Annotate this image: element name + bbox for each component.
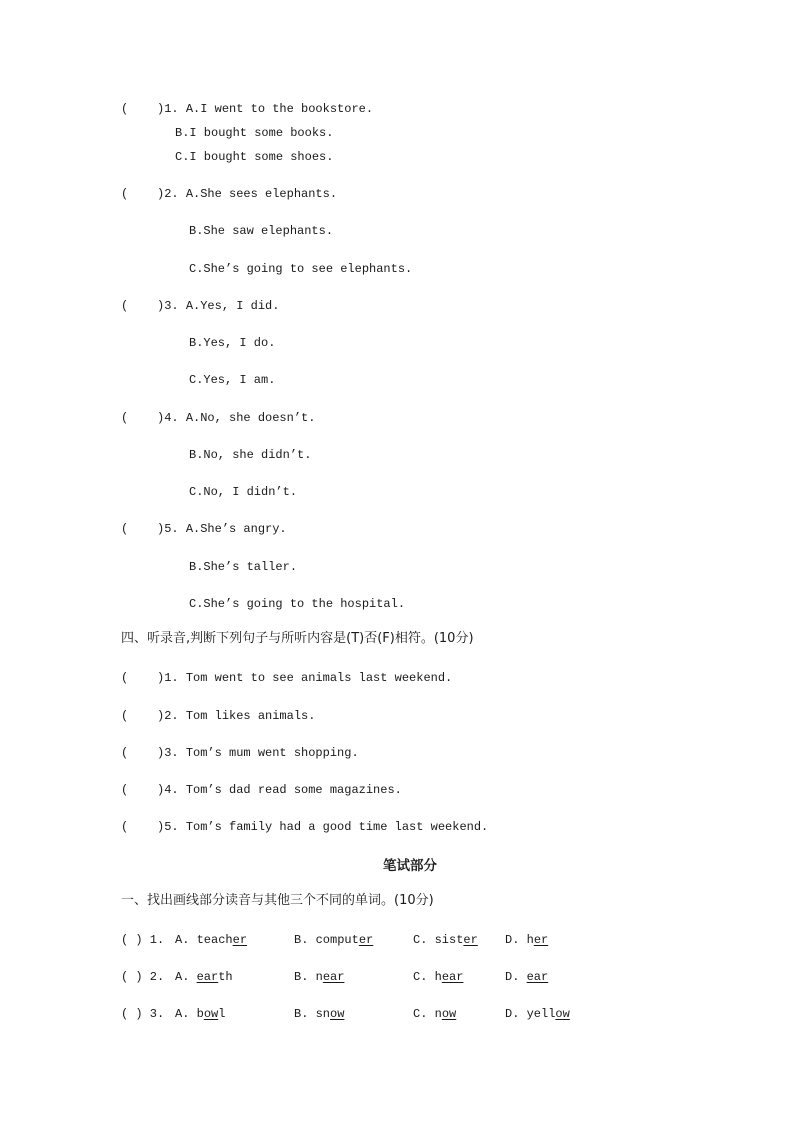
word-part: n (315, 970, 323, 984)
option-letter: A. (175, 970, 190, 984)
option-letter: D. (505, 933, 520, 947)
underlined-part: ow (441, 1007, 457, 1021)
underlined-part: er (358, 933, 374, 947)
phonics-row-1-option-a (175, 932, 247, 948)
phonics-row-1-option-c (413, 932, 478, 948)
underlined-part: ear (441, 970, 464, 984)
phonics-row-3-option-d (505, 1006, 570, 1022)
word-part: comput (315, 933, 359, 947)
q1-option-c: C.I bought some shoes. (175, 150, 334, 164)
q4-option-a: A.No, she doesn’t. (185, 411, 316, 425)
phonics-row-3-option-b (294, 1006, 344, 1022)
phonics-row-1-option-d (505, 932, 548, 948)
option-letter: B. (294, 1007, 309, 1021)
tf-item-3-text: Tom’s mum went shopping. (185, 746, 359, 760)
option-letter: D. (505, 1007, 520, 1021)
q2-option-a: A.She sees elephants. (185, 187, 338, 201)
tf-item-4-prefix: ( )4. (121, 783, 179, 797)
q3-option-a: A.Yes, I did. (185, 299, 280, 313)
word-part: teach (196, 933, 233, 947)
q2-line (121, 186, 337, 202)
q3-option-b: B.Yes, I do. (189, 336, 276, 350)
word-part: sist (434, 933, 464, 947)
word-part: h (434, 970, 442, 984)
q5-line (121, 521, 287, 537)
phonics-row-3-option-c (413, 1006, 456, 1022)
phonics-row-2-option-d (505, 969, 548, 985)
tf-item-4 (121, 782, 402, 798)
option-letter: D. (505, 970, 520, 984)
word-part: sn (315, 1007, 331, 1021)
tf-item-1-text: Tom went to see animals last weekend. (185, 671, 453, 685)
q3-line (121, 298, 279, 314)
phonics-row-2-option-c (413, 969, 463, 985)
tf-item-1 (121, 670, 452, 686)
tf-item-1-prefix: ( )1. (121, 671, 179, 685)
q1-option-a: A.I went to the bookstore. (185, 102, 374, 116)
phonics-row-3-option-a (175, 1006, 225, 1022)
written-part-title: 笔试部分 (383, 858, 437, 874)
option-letter: C. (413, 970, 428, 984)
underlined-part: er (463, 933, 478, 947)
underlined-part: ear (526, 970, 549, 984)
phonics-row-1-prefix: ( ) 1. (121, 933, 165, 947)
phonics-row-2-option-b (294, 969, 344, 985)
q5-prefix: ( )5. (121, 522, 179, 536)
tf-item-3-prefix: ( )3. (121, 746, 179, 760)
word-part: l (218, 1007, 226, 1021)
q5-option-c: C.She’s going to the hospital. (189, 597, 406, 611)
option-letter: A. (175, 933, 190, 947)
option-letter: A. (175, 1007, 190, 1021)
tf-item-4-text: Tom’s dad read some magazines. (185, 783, 402, 797)
phonics-row-2-prefix: ( ) 2. (121, 970, 165, 984)
q5-option-b: B.She’s taller. (189, 560, 298, 574)
tf-item-2 (121, 708, 315, 724)
phonics-row-3-prefix: ( ) 3. (121, 1007, 165, 1021)
tf-item-5 (121, 819, 488, 835)
q1-option-b: B.I bought some books. (175, 126, 334, 140)
section4-heading: 四、听录音,判断下列句子与所听内容是(T)否(F)相符。(10分) (121, 631, 474, 646)
q4-prefix: ( )4. (121, 411, 179, 425)
option-letter: B. (294, 970, 309, 984)
underlined-part: ow (330, 1007, 345, 1021)
q4-option-b: B.No, she didn’t. (189, 448, 312, 462)
underlined-part: er (232, 933, 248, 947)
q3-option-c: C.Yes, I am. (189, 373, 276, 387)
option-letter: C. (413, 1007, 428, 1021)
word-part: b (196, 1007, 204, 1021)
option-letter: C. (413, 933, 428, 947)
q1-prefix: ( )1. (121, 102, 179, 116)
phonics-row-2-option-a (175, 969, 233, 985)
underlined-part: ear (196, 970, 219, 984)
option-letter: B. (294, 933, 309, 947)
word-part: h (526, 933, 534, 947)
tf-item-5-prefix: ( )5. (121, 820, 179, 834)
q1-line (121, 101, 373, 117)
q2-option-c: C.She’s going to see elephants. (189, 262, 413, 276)
tf-item-2-prefix: ( )2. (121, 709, 179, 723)
tf-item-3 (121, 745, 359, 761)
word-part: yell (526, 1007, 556, 1021)
q3-prefix: ( )3. (121, 299, 179, 313)
q5-option-a: A.She’s angry. (185, 522, 287, 536)
tf-item-2-text: Tom likes animals. (185, 709, 316, 723)
phonics-row-1-option-b (294, 932, 373, 948)
q4-line (121, 410, 315, 426)
word-part: n (434, 1007, 442, 1021)
word-part: th (218, 970, 233, 984)
q4-option-c: C.No, I didn’t. (189, 485, 298, 499)
underlined-part: ear (322, 970, 345, 984)
underlined-part: er (533, 933, 549, 947)
tf-item-5-text: Tom’s family had a good time last weekend. (185, 820, 489, 834)
q2-prefix: ( )2. (121, 187, 179, 201)
written-section1-heading: 一、找出画线部分读音与其他三个不同的单词。(10分) (121, 893, 434, 908)
q2-option-b: B.She saw elephants. (189, 224, 334, 238)
underlined-part: ow (555, 1007, 570, 1021)
underlined-part: ow (203, 1007, 219, 1021)
